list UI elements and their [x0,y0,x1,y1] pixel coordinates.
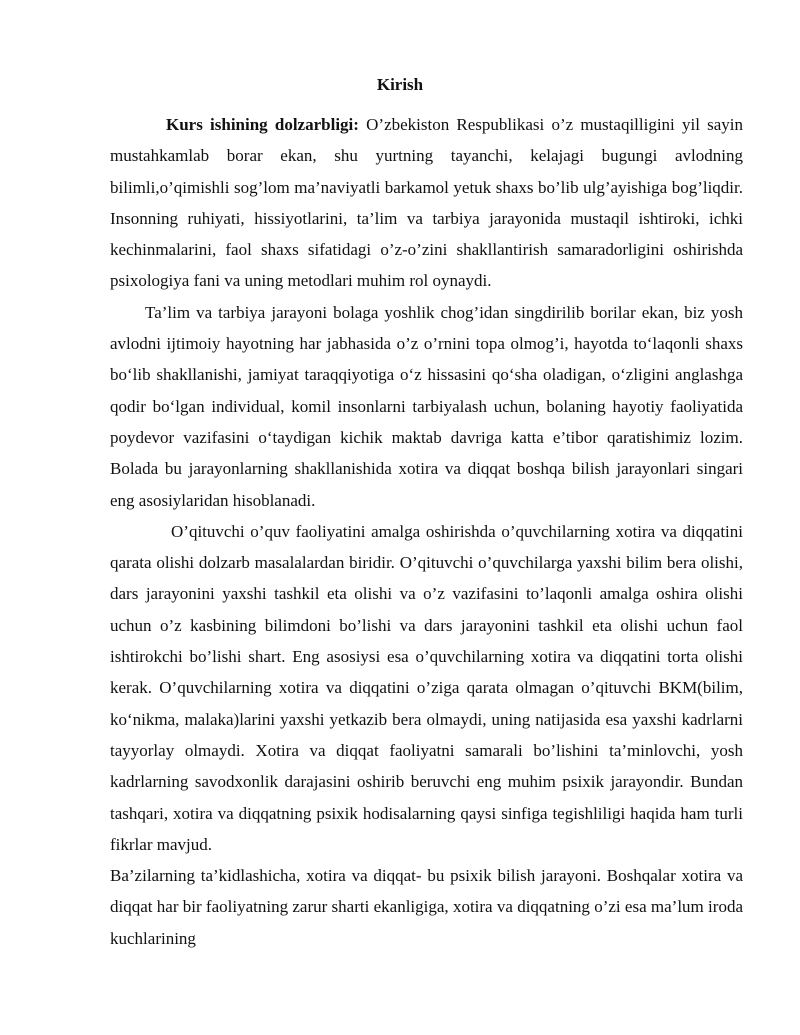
paragraph-opinions: Ba’zilarning ta’kidlashicha, xotira va diqqat- bu psixik bilish jarayoni. Boshqalar xotira va diqqat har bir faoliyatning zarur sharti ekanligiga, xotira va diqqatning o’zi esa ma’lum iroda kuchlarining [110,866,743,948]
paragraph-relevance [110,109,743,297]
page-title: Kirish [376,75,424,94]
document-body [110,109,743,954]
paragraph-education: Ta’lim va tarbiya jarayoni bolaga yoshlik chog’idan singdirilib borilar ekan, biz yosh avlodni ijtimoiy hayotning har jabhasida o’z o’rnini topa olmog’i, hayotda to‘laqonli shaxs bo‘lib shakllanishi, jamiyat taraqqiyotiga o‘z hissasini qo‘sha oladigan, o‘zligini anglashga qodir bo‘lgan individual, komil insonlarni tarbiyalash uchun, bolaning hayotiy faoliyatida poydevor vazifasini o‘taydigan kichik maktab davriga katta e’tibor qaratishimiz lozim. Bolada bu jarayonlarning shakllanishida xotira va diqqat boshqa bilish jarayonlari singari eng asosiylaridan hisoblanadi. [110,302,743,510]
paragraph-teacher: O’qituvchi o’quv faoliyatini amalga oshirishda o’quvchilarning xotira va diqqatini qarata olishi dolzarb masalalardan biridir. O’qituvchi o’quvchilarga yaxshi bilim bera olishi, dars jarayonini yaxshi tashkil eta olishi va o’z vazifasini to’laqonli amalga oshira olishi uchun o’z kasbining bilimdoni bo’lishi va dars jarayonini tashkil eta olishi uchun faol ishtirokchi bo’lishi shart. Eng asosiysi esa o’quvchilarning xotira va diqqatini torta olishi kerak. O’quvchilarning xotira va diqqatini o’ziga qarata olmagan o’qituvchi BKM(bilim, ko‘nikma, malaka)larini yaxshi yetkazib bera olmaydi, uning natijasida esa yaxshi kadrlarni tayyorlay olmaydi. Xotira va diqqat faoliyatni samarali bo’lishini ta’minlovchi, yosh kadrlarning savodxonlik darajasini oshirib beruvchi eng muhim psixik jarayondir. Bundan tashqari, xotira va diqqatning psixik hodisalarning qaysi sinfiga tegishliligi haqida ham turli fikrlar mavjud. [110,521,743,854]
paragraph-lead: Kurs ishining dolzarbligi: [166,115,359,134]
paragraph-text: O’zbekiston Respublikasi o’z mustaqilligini yil sayin mustahkamlab borar ekan, shu yurtning tayanchi, kelajagi bugungi avlodning bilimli,o’qimishli sog’lom ma’naviyatli barkamol yetuk shaxs bo’lib ulg’ayishiga bog’liqdir. Insonning ruhiyati, hissiyotlarini, ta’lim va tarbiya jarayonida mustaqil ishtiroki, ichki kechinmalarini, faol shaxs sifatidagi o’z-o’zini shakllantirish samaradorligini oshirishda psixologiya fani va uning metodlari muhim rol oynaydi. [110,115,744,291]
